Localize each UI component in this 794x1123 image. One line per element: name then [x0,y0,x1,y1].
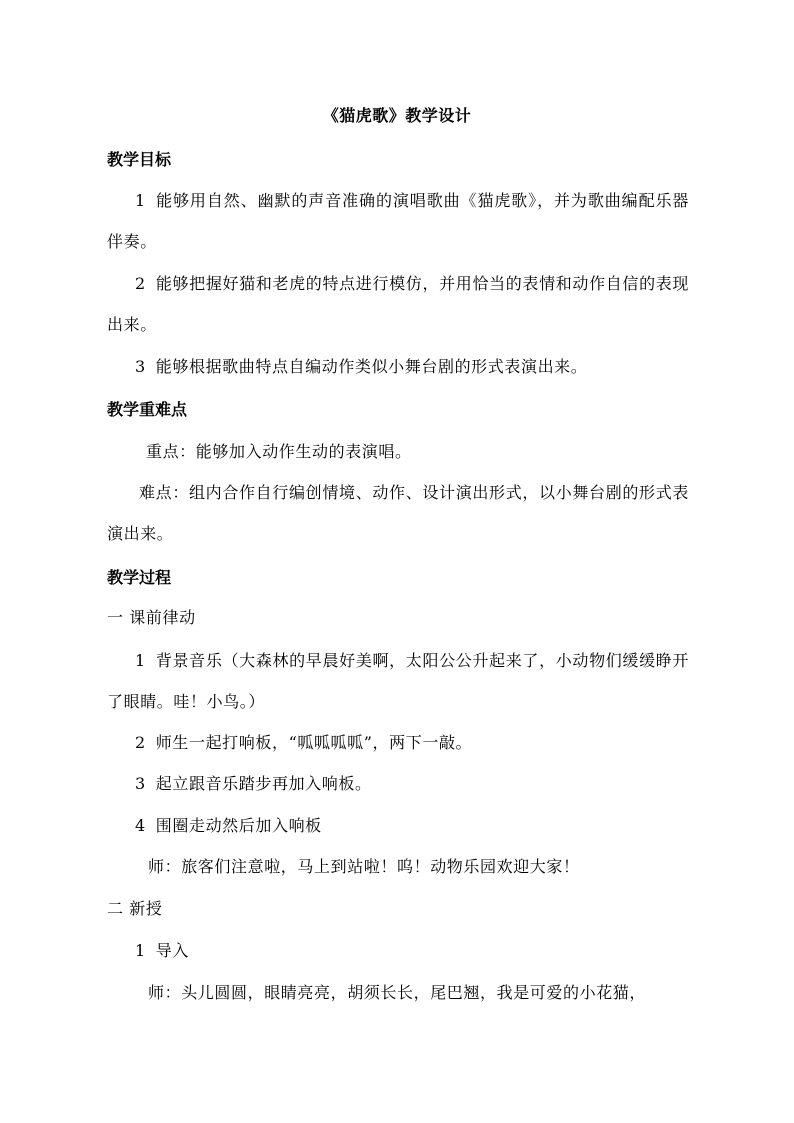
process-part1-item-4-text: 围圈走动然后加入响板 [155,816,322,835]
goal-item-3-text: 能够根据歌曲特点自编动作类似小舞台剧的形式表演出来。 [155,357,588,376]
heading-key-points: 教学重难点 [107,400,188,419]
process-part1-item-4 [135,814,322,838]
process-part2-sub-1 [135,939,189,963]
process-part1-title: 一 课前律动 [107,608,196,627]
process-part1-item-4-num: 4 [135,816,146,835]
goal-item-2 [107,263,689,345]
process-part2-teacher-line: 师：头儿圆圆，眼睛亮亮，胡须长长，尾巴翘，我是可爱的小花猫， [148,983,647,1002]
key-point-focus: 重点：能够加入动作生动的表演唱。 [146,442,412,461]
process-part2-sub-1-num: 1 [135,941,146,960]
process-part1-item-1 [107,640,689,722]
key-point-difficulty: 难点：组内合作自行编创情境、动作、设计演出形式，以小舞台剧的形式表演出来。 [107,483,689,543]
goal-item-3-num: 3 [135,357,146,376]
heading-process: 教学过程 [107,568,172,587]
process-part1-item-3 [135,772,372,796]
process-part2-title: 二 新授 [107,899,163,918]
process-part1-item-1-num: 1 [135,651,146,670]
process-part1-item-2-text: 师生一起打响板，“呱呱呱呱”，两下一敲。 [155,733,473,752]
goal-item-1 [107,180,689,262]
goal-item-1-text: 能够用自然、幽默的声音准确的演唱歌曲《猫虎歌》，并为歌曲编配乐器伴奏。 [107,191,689,251]
process-part1-teacher-line: 师：旅客们注意啦，马上到站啦！呜！动物乐园欢迎大家！ [148,857,580,876]
document-title: 《猫虎歌》教学设计 [322,106,472,125]
process-part1-item-2-num: 2 [135,733,146,752]
goal-item-1-num: 1 [135,191,146,210]
process-part1-item-2 [135,731,472,755]
process-part1-item-3-num: 3 [135,774,146,793]
goal-item-2-num: 2 [135,274,146,293]
process-part2-sub-1-text: 导入 [155,941,189,960]
heading-goals: 教学目标 [107,150,172,169]
process-part1-item-3-text: 起立跟音乐踏步再加入响板。 [155,774,372,793]
goal-item-2-text: 能够把握好猫和老虎的特点进行模仿，并用恰当的表情和动作自信的表现出来。 [107,274,689,334]
process-part1-item-1-text: 背景音乐（大森林的早晨好美啊，太阳公公升起来了，小动物们缓缓睁开了眼睛。哇！小鸟。） [107,651,689,711]
goal-item-3 [135,355,587,379]
